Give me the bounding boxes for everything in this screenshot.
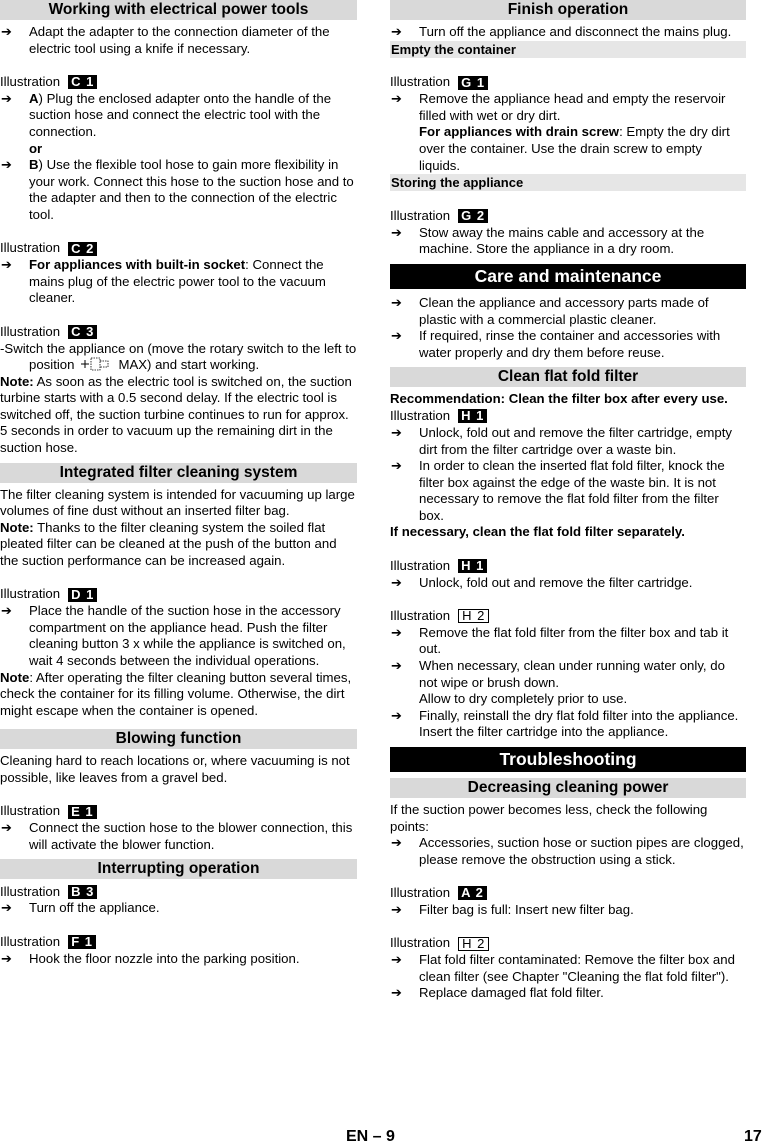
arrow-icon: ➔ <box>391 952 402 968</box>
illustration-badge: H 1 <box>458 559 487 573</box>
note-paragraph: Note: Thanks to the filter cleaning system the soiled flat pleated filter can be cleaned at the push of the button and the suction performance can be increased again. <box>0 519 337 569</box>
paragraph: If the suction power becomes less, check the following points: <box>390 802 708 834</box>
section-heading-clean-filter: Clean flat fold filter <box>390 367 746 387</box>
arrow-icon: ➔ <box>1 157 12 173</box>
step-text: Unlock, fold out and remove the filter cartridge. <box>419 574 693 590</box>
step-text: Turn off the appliance and disconnect the mains plug. <box>419 24 732 39</box>
subheading-storing: Storing the appliance <box>390 174 746 191</box>
arrow-icon: ➔ <box>391 224 402 240</box>
illustration-badge: B 3 <box>68 885 97 899</box>
rotary-switch-icon <box>79 357 113 371</box>
illustration-label: Illustration <box>0 933 61 949</box>
arrow-icon: ➔ <box>391 294 402 310</box>
section-heading-power-tools: Working with electrical power tools <box>0 0 357 20</box>
recommendation: Recommendation: Clean the filter box after every use. <box>390 391 728 407</box>
or-separator: or <box>29 140 43 156</box>
step-item <box>390 625 746 658</box>
arrow-icon: ➔ <box>391 835 402 851</box>
step-item <box>390 985 746 1002</box>
illustration-label: Illustration <box>0 240 61 256</box>
step-bold: For appliances with built-in socket <box>29 257 246 273</box>
arrow-icon: ➔ <box>391 658 402 674</box>
illustration-badge: C 3 <box>68 325 97 339</box>
step-text: Clean the appliance and accessory parts made of plastic with a commercial plastic cleaner. <box>419 294 709 327</box>
illustration-ref <box>0 883 357 900</box>
step-text: Remove the flat fold filter from the filter box and tab it out. <box>419 624 729 657</box>
step-item <box>0 900 357 917</box>
illustration-label: Illustration <box>0 323 61 339</box>
step-text: Adapt the adapter to the connection diameter of the electric tool using a knife if necessary. <box>29 24 330 56</box>
note-paragraph: Note: As soon as the electric tool is switched on, the suction turbine starts with a 0.5 second delay. If the electric tool is switched off, the suction turbine continues to run for approx. 5 seconds in order to vacuum up the remaining dirt in the suction hose. <box>0 373 352 456</box>
section-heading-decreasing-power: Decreasing cleaning power <box>390 778 746 798</box>
step-text: Finally, reinstall the dry flat fold filter into the appliance. Insert the filter cartridge into the appliance. <box>419 707 739 740</box>
option-key: B <box>29 157 39 173</box>
step-item <box>390 91 746 174</box>
step-item <box>390 708 746 741</box>
step-item <box>0 24 357 57</box>
step-item <box>390 295 746 328</box>
illustration-label: Illustration <box>0 73 61 89</box>
subheading-empty-container: Empty the container <box>390 41 746 58</box>
step-item <box>390 952 746 985</box>
section-heading-finish: Finish operation <box>390 0 746 20</box>
illustration-badge: C 2 <box>68 242 97 256</box>
illustration-badge: F 1 <box>68 935 96 949</box>
arrow-icon: ➔ <box>391 985 402 1001</box>
step-text: If required, rinse the container and accessories with water properly and dry them before reuse. <box>419 328 721 360</box>
arrow-icon: ➔ <box>1 24 12 39</box>
section-heading-interrupting: Interrupting operation <box>0 859 357 879</box>
illustration-ref <box>0 240 357 257</box>
step-item <box>390 902 746 919</box>
step-text: Hook the floor nozzle into the parking position. <box>29 950 300 966</box>
illustration-badge: C 1 <box>68 75 97 89</box>
step-text: ) Use the flexible tool hose to gain more flexibility in your work. Connect this hose to the suction hose and to the adapter and then to the connection of the electric tool. <box>29 157 354 222</box>
step-item <box>0 157 357 223</box>
chapter-heading-care: Care and maintenance <box>390 264 746 289</box>
illustration-badge: E 1 <box>68 805 97 819</box>
arrow-icon: ➔ <box>391 574 402 590</box>
step-item <box>390 328 746 361</box>
step-item <box>0 951 357 968</box>
illustration-ref <box>390 608 746 625</box>
illustration-ref <box>0 324 357 341</box>
step-text: Place the handle of the suction hose in the accessory compartment on the appliance head. Push the filter cleaning button 3 x while the appliance is switched on, wait 4 seconds between the individual operations. <box>29 603 346 668</box>
illustration-ref <box>390 558 746 575</box>
illustration-ref <box>0 803 357 820</box>
illustration-label: Illustration <box>390 885 451 901</box>
illustration-badge: G 2 <box>458 209 488 223</box>
illustration-label: Illustration <box>390 207 451 223</box>
paragraph: Cleaning hard to reach locations or, where vacuuming is not possible, like leaves from a gravel bed. <box>0 753 350 785</box>
step-text: Replace damaged flat fold filter. <box>419 985 604 1001</box>
arrow-icon: ➔ <box>391 328 402 344</box>
illustration-label: Illustration <box>390 408 451 424</box>
arrow-icon: ➔ <box>391 901 402 917</box>
illustration-badge: A 2 <box>458 886 487 900</box>
arrow-icon: ➔ <box>391 24 402 39</box>
illustration-label: Illustration <box>390 608 451 624</box>
left-column <box>0 0 357 967</box>
step-text: Accessories, suction hose or suction pipes are clogged, please remove the obstruction using a stick. <box>419 835 744 867</box>
illustration-label: Illustration <box>0 586 61 602</box>
paragraph: The filter cleaning system is intended for vacuuming up large volumes of fine dust without an inserted filter bag. <box>0 486 355 519</box>
option-key: A <box>29 90 39 106</box>
step-item <box>390 24 746 41</box>
arrow-icon: ➔ <box>391 458 402 474</box>
step-text: : Connect the mains plug of the electric power tool to the vacuum cleaner. <box>29 257 326 306</box>
step-text: Stow away the mains cable and accessory at the machine. Store the appliance in a dry room. <box>419 224 705 257</box>
illustration-label: Illustration <box>0 883 61 899</box>
step-text: ) Plug the enclosed adapter onto the handle of the suction hose and connect the electric tool with the connection. <box>29 90 332 139</box>
switch-instruction: -Switch the appliance on (move the rotary switch to the left to position MAX) and start working. <box>0 340 357 373</box>
section-heading-blowing: Blowing function <box>0 729 357 749</box>
step-text: Remove the appliance head and empty the reservoir filled with wet or dry dirt. <box>419 91 726 123</box>
step-text: In order to clean the inserted flat fold filter, knock the filter box against the edge of the waste bin. It is not necessary to remove the flat fold filter from the filter box. <box>419 458 725 523</box>
step-item <box>0 91 357 141</box>
step-item <box>390 835 746 868</box>
step-text: Flat fold filter contaminated: Remove the filter box and clean filter (see Chapter "Cleaning the flat fold filter"). <box>419 952 735 984</box>
illustration-badge: H 2 <box>458 937 489 951</box>
illustration-ref <box>390 208 746 225</box>
arrow-icon: ➔ <box>391 624 402 640</box>
illustration-ref <box>0 934 357 951</box>
arrow-icon: ➔ <box>391 91 402 107</box>
illustration-label: Illustration <box>390 557 451 573</box>
footer-language-page: EN – 9 <box>346 1128 395 1145</box>
arrow-icon: ➔ <box>1 900 12 916</box>
step-text: Filter bag is full: Insert new filter bag. <box>419 901 634 917</box>
illustration-ref <box>390 408 746 425</box>
illustration-ref <box>390 885 746 902</box>
illustration-badge: H 1 <box>458 409 487 423</box>
illustration-ref <box>390 935 746 952</box>
step-item <box>0 820 357 853</box>
illustration-label: Illustration <box>390 74 451 90</box>
step-text: When necessary, clean under running water only, do not wipe or brush down. <box>419 658 725 690</box>
illustration-ref <box>0 74 357 91</box>
step-item <box>390 575 746 592</box>
illustration-badge: D 1 <box>68 588 97 602</box>
note-paragraph: Note: After operating the filter cleaning button several times, check the container for its filling volume. Otherwise, the dirt might escape when the container is opened. <box>0 669 352 718</box>
bold-note: If necessary, clean the flat fold filter separately. <box>390 524 685 540</box>
section-heading-filter-cleaning: Integrated filter cleaning system <box>0 463 357 483</box>
illustration-label: Illustration <box>390 935 451 951</box>
arrow-icon: ➔ <box>1 950 12 966</box>
step-item <box>0 257 357 307</box>
step-item <box>390 225 746 258</box>
step-item <box>390 658 746 708</box>
illustration-ref <box>0 586 357 603</box>
step-text: Turn off the appliance. <box>29 900 160 916</box>
illustration-label: Illustration <box>0 803 61 819</box>
arrow-icon: ➔ <box>1 257 12 273</box>
arrow-icon: ➔ <box>391 424 402 440</box>
right-column <box>390 0 746 1002</box>
arrow-icon: ➔ <box>1 820 12 836</box>
step-bold: For appliances with drain screw <box>419 124 620 140</box>
illustration-ref <box>390 74 746 91</box>
step-item <box>0 603 357 669</box>
step-text: : Empty the dry dirt over the container. Use the drain screw to empty liquids. <box>419 124 730 173</box>
arrow-icon: ➔ <box>1 603 12 619</box>
step-item <box>390 425 746 458</box>
illustration-badge: G 1 <box>458 76 488 90</box>
arrow-icon: ➔ <box>1 90 12 106</box>
step-text: Unlock, fold out and remove the filter cartridge, empty dirt from the filter cartridge over a waste bin. <box>419 424 732 457</box>
illustration-badge: H 2 <box>458 609 489 623</box>
arrow-icon: ➔ <box>391 707 402 723</box>
step-text: Allow to dry completely prior to use. <box>419 691 628 707</box>
chapter-heading-troubleshooting: Troubleshooting <box>390 747 746 772</box>
step-item <box>390 458 746 524</box>
footer-page-number: 17 <box>744 1128 762 1145</box>
step-text: Connect the suction hose to the blower connection, this will activate the blower function. <box>29 820 353 852</box>
